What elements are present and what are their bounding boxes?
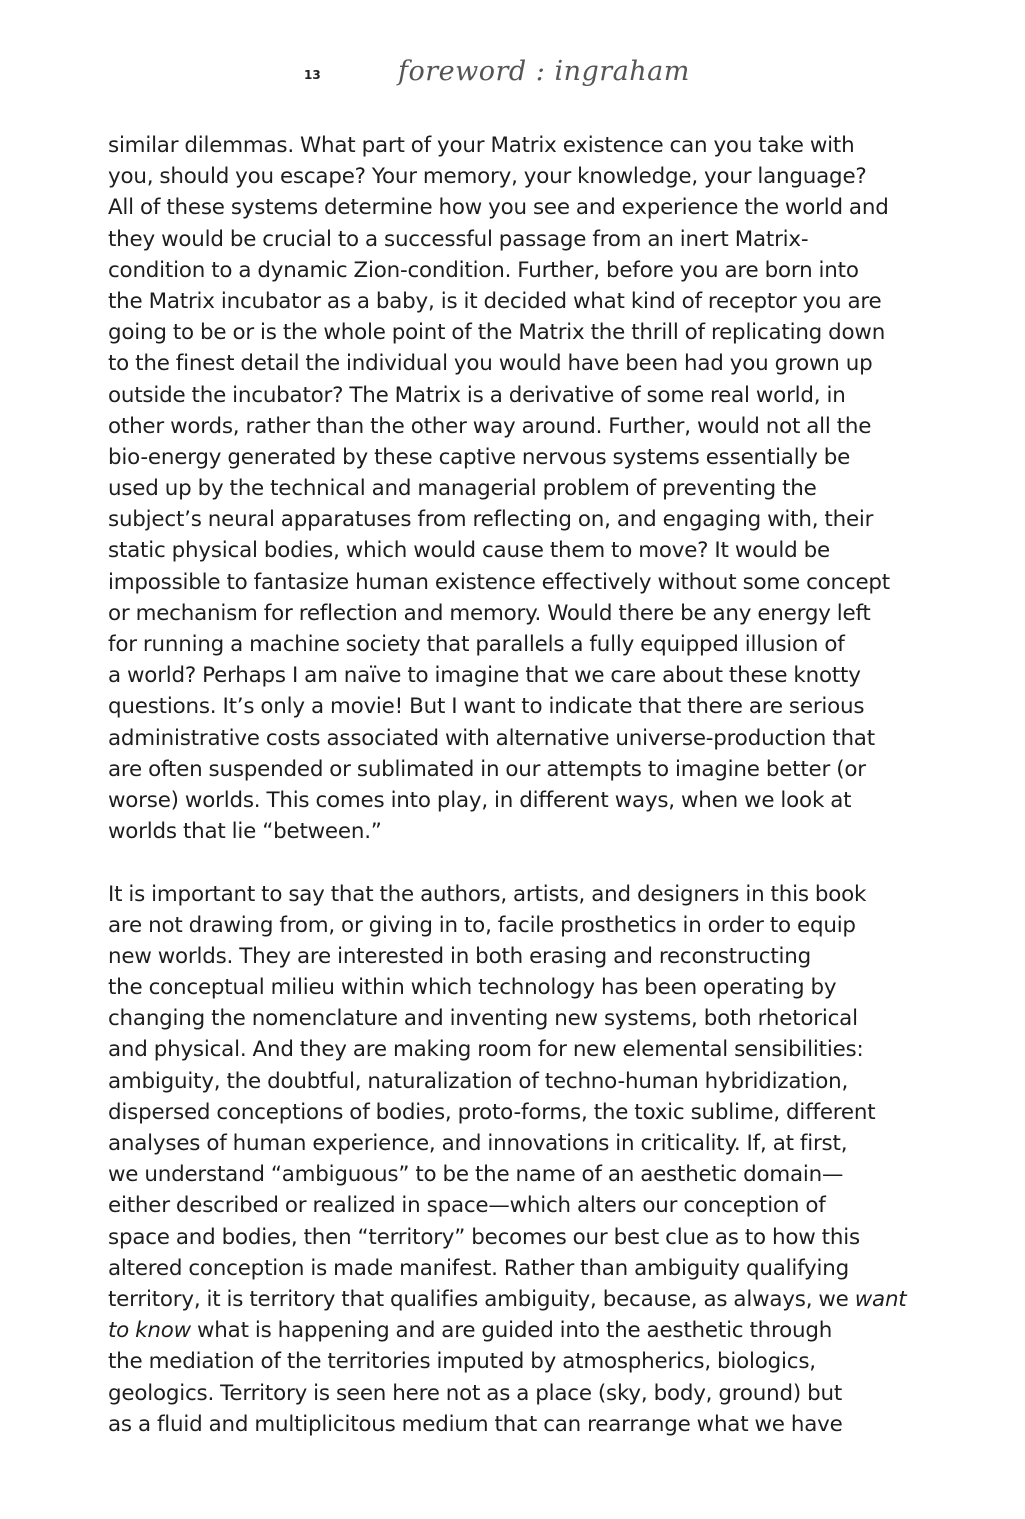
text-line: and physical. And they are making room for new elemental sensibilities: [108,1037,864,1063]
text-line: All of these systems determine how you see and experience the world and [108,195,889,221]
text-line: a world? Perhaps I am naïve to imagine that we care about these knotty [108,663,861,689]
text-line: are often suspended or sublimated in our attempts to imagine better (or [108,756,866,782]
paragraph-1 [108,130,938,847]
text-line: you, should you escape? Your memory, your knowledge, your language? [108,164,867,190]
text-line: we understand “ambiguous” to be the name of an aesthetic domain— [108,1162,844,1188]
text-line: ambiguity, the doubtful, naturalization of techno-human hybridization, [108,1068,849,1094]
running-title: foreword : ingraham [398,56,690,87]
text-line: altered conception is made manifest. Rather than ambiguity qualifying [108,1255,849,1281]
text-line: going to be or is the whole point of the Matrix the thrill of replicating down [108,320,886,346]
text-line: impossible to fantasize human existence effectively without some concept [108,569,890,595]
page-number: 13 [304,68,321,82]
paragraph-2 [108,879,938,1440]
text-line: analyses of human experience, and innovations in criticality. If, at first, [108,1131,848,1156]
text-line: are not drawing from, or giving in to, facile prosthetics in order to equip [108,912,856,938]
text-line: the mediation of the territories imputed by atmospherics, biologics, [108,1349,816,1375]
emphasis-text: to know [108,1318,191,1344]
running-header [0,56,1025,100]
paragraph-spacer [108,847,938,878]
text-line: administrative costs associated with alternative universe-production that [108,725,875,751]
text-line: bio-energy generated by these captive nervous systems essentially be [108,444,851,470]
text-line: condition to a dynamic Zion-condition. Further, before you are born into [108,257,859,283]
text-line: worlds that lie “between.” [108,819,382,845]
text-line: used up by the technical and managerial problem of preventing the [108,476,817,502]
text-line: territory, it is territory that qualifies ambiguity, because, as always, we want [108,1286,907,1312]
text-line: they would be crucial to a successful passage from an inert Matrix- [108,226,809,252]
text-line: dispersed conceptions of bodies, proto-forms, the toxic sublime, different [108,1099,876,1125]
text-line: or mechanism for reflection and memory. Would there be any energy left [108,600,871,626]
text-line: either described or realized in space—which alters our conception of [108,1193,826,1219]
text-line: similar dilemmas. What part of your Matrix existence can you take with [108,133,855,158]
text-line: worse) worlds. This comes into play, in different ways, when we look at [108,787,852,813]
text-line: as a fluid and multiplicitous medium that can rearrange what we have [108,1411,843,1437]
body-text [108,130,938,1440]
text-line: subject’s neural apparatuses from reflecting on, and engaging with, their [108,507,874,533]
text-line: the Matrix incubator as a baby, is it decided what kind of receptor you are [108,288,882,314]
text-line: questions. It’s only a movie! But I want to indicate that there are serious [108,694,865,720]
text-line: the conceptual milieu within which technology has been operating by [108,975,837,1001]
text-line: changing the nomenclature and inventing new systems, both rhetorical [108,1006,858,1032]
text-line: outside the incubator? The Matrix is a derivative of some real world, in [108,382,846,408]
text-line: new worlds. They are interested in both erasing and reconstructing [108,943,812,969]
text-line: geologics. Territory is seen here not as a place (sky, body, ground) but [108,1380,843,1406]
text-line: space and bodies, then “territory” becomes our best clue as to how this [108,1224,860,1250]
emphasis-text: want [854,1286,907,1312]
text-line: for running a machine society that parallels a fully equipped illusion of [108,632,845,657]
text-line: to know what is happening and are guided into the aesthetic through [108,1318,833,1344]
text-line: to the finest detail the individual you would have been had you grown up [108,351,873,377]
text-line: other words, rather than the other way around. Further, would not all the [108,413,872,439]
text-line: It is important to say that the authors, artists, and designers in this book [108,881,867,907]
text-line: static physical bodies, which would cause them to move? It would be [108,538,830,564]
